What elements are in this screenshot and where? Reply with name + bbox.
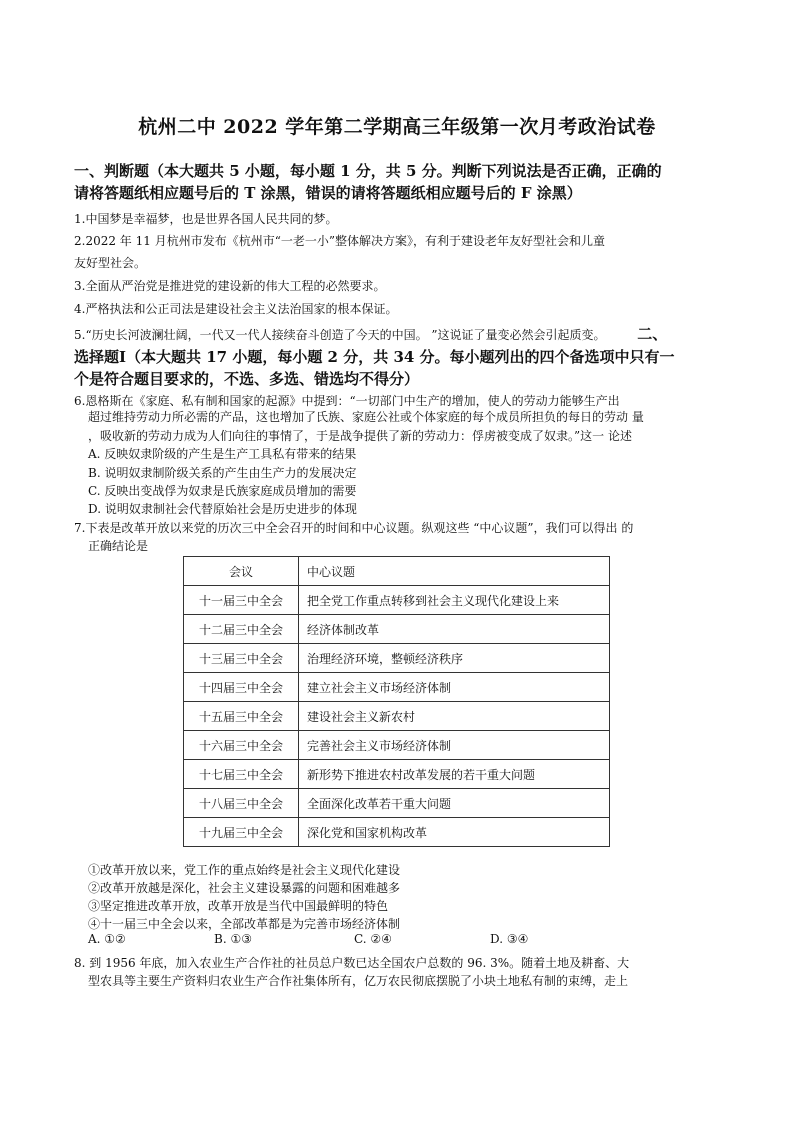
table-cell-topic: 建立社会主义市场经济体制 — [299, 673, 610, 702]
table-cell-meeting: 十五届三中全会 — [184, 702, 299, 731]
table-row — [184, 702, 610, 731]
q7-option-c: C. ②④ — [354, 932, 392, 946]
table-row — [184, 615, 610, 644]
table-row — [184, 731, 610, 760]
table-cell-topic: 完善社会主义市场经济体制 — [299, 731, 610, 760]
judge-q5-and-section2 — [74, 324, 724, 345]
table-cell-meeting: 十七届三中全会 — [184, 760, 299, 789]
table-cell-topic: 全面深化改革若干重大问题 — [299, 789, 610, 818]
judge-q2-line2: 友好型社会。 — [74, 256, 147, 270]
section2-heading-line2: 选择题Ⅰ（本大题共 17 小题，每小题 2 分，共 34 分。每小题列出的四个备选项中只有一 — [74, 348, 675, 366]
q7-statement-2: ②改革开放越是深化，社会主义建设暴露的问题和困难越多 — [88, 881, 401, 895]
section2-heading-start: 二、 — [637, 325, 668, 343]
q8-line2: 型农具等主要生产资料归农业生产合作社集体所有，亿万农民彻底摆脱了小块土地私有制的束缚，走上 — [88, 974, 629, 988]
section2-heading-line3: 个是符合题目要求的，不选、多选、错选均不得分） — [74, 370, 420, 388]
q8-line1: 8. 到 1956 年底，加入农业生产合作社的社员总户数已达全国农户总数的 96. 3%。随着土地及耕畜、大 — [74, 956, 630, 970]
table-cell-meeting: 十九届三中全会 — [184, 818, 299, 847]
judge-q2-line1: 2.2022 年 11 月杭州市发布《杭州市“一老一小”整体解决方案》，有利于建设老年友好型社会和儿童 — [74, 234, 605, 248]
q7-option-b: B. ①③ — [214, 932, 252, 946]
judge-q5: 5.“历史长河波澜壮阔，一代又一代人接续奋斗创造了今天的中国。 ”这说证了量变必然会引起质变。 — [74, 328, 606, 342]
table-cell-topic: 新形势下推进农村改革发展的若干重大问题 — [299, 760, 610, 789]
table-cell-topic: 深化党和国家机构改革 — [299, 818, 610, 847]
table-cell-meeting: 十四届三中全会 — [184, 673, 299, 702]
table-cell-topic: 把全党工作重点转移到社会主义现代化建设上来 — [299, 586, 610, 615]
judge-q3: 3.全面从严治党是推进党的建设新的伟大工程的必然要求。 — [74, 279, 386, 293]
q7-statement-3: ③坚定推进改革开放，改革开放是当代中国最鲜明的特色 — [88, 899, 389, 913]
table-row — [184, 586, 610, 615]
table-row — [184, 818, 610, 847]
section2-heading — [74, 346, 724, 390]
q6-line3: ，吸收新的劳动力成为人们向往的事情了，于是战争提供了新的劳动力：俘虏被变成了奴隶。”这一 论述 — [88, 429, 632, 443]
q6-line1: 6.恩格斯在《家庭、私有制和国家的起源》中提到：“一切部门中生产的增加，使人的劳动力能够生产出 — [74, 394, 620, 408]
table-row — [184, 644, 610, 673]
section1-heading-line2: 请将答题纸相应题号后的 T 涂黑，错误的请将答题纸相应题号后的 F 涂黑） — [74, 184, 582, 202]
table-cell-topic: 建设社会主义新农村 — [299, 702, 610, 731]
q6-line2: 超过维持劳动力所必需的产品，这也增加了氏族、家庭公社或个体家庭的每个成员所担负的每日的劳动 量 — [88, 410, 644, 424]
table-cell-meeting: 十三届三中全会 — [184, 644, 299, 673]
table-row — [184, 789, 610, 818]
q6-option-a: A. 反映奴隶阶级的产生是生产工具私有带来的结果 — [88, 447, 357, 461]
table-cell-meeting: 十一届三中全会 — [184, 586, 299, 615]
q7-table — [183, 556, 610, 847]
table-header-row — [184, 557, 610, 586]
table-row — [184, 760, 610, 789]
q7-line1: 7.下表是改革开放以来党的历次三中全会召开的时间和中心议题。纵观这些 “中心议题”，我们可以得出 的 — [74, 521, 634, 535]
table-header-cell: 中心议题 — [299, 557, 610, 586]
q6-option-c: C. 反映出变战俘为奴隶是氏族家庭成员增加的需要 — [88, 484, 357, 498]
q6-option-b: B. 说明奴隶制阶级关系的产生由生产力的发展决定 — [88, 466, 357, 480]
section1-heading — [74, 160, 724, 204]
q7-option-a: A. ①② — [88, 932, 126, 946]
table-header-cell: 会议 — [184, 557, 299, 586]
table-row — [184, 673, 610, 702]
table-cell-meeting: 十八届三中全会 — [184, 789, 299, 818]
judge-q1: 1.中国梦是幸福梦，也是世界各国人民共同的梦。 — [74, 212, 338, 226]
q7-line2: 正确结论是 — [88, 539, 149, 553]
q7-statement-4: ④十一届三中全会以来，全部改革都是为完善市场经济体制 — [88, 917, 401, 931]
q7-statement-1: ①改革开放以来，党工作的重点始终是社会主义现代化建设 — [88, 863, 401, 877]
table-cell-meeting: 十二届三中全会 — [184, 615, 299, 644]
section1-heading-line1: 一、判断题（本大题共 5 小题，每小题 1 分，共 5 分。判断下列说法是否正确，正确的 — [74, 162, 662, 180]
exam-title: 杭州二中 2022 学年第二学期高三年级第一次月考政治试卷 — [138, 116, 656, 138]
table-cell-topic: 治理经济环境，整顿经济秩序 — [299, 644, 610, 673]
table-cell-meeting: 十六届三中全会 — [184, 731, 299, 760]
table-cell-topic: 经济体制改革 — [299, 615, 610, 644]
judge-q4: 4.严格执法和公正司法是建设社会主义法治国家的根本保证。 — [74, 302, 398, 316]
q7-option-d: D. ③④ — [490, 932, 529, 946]
q6-option-d: D. 说明奴隶制社会代替原始社会是历史进步的体现 — [88, 502, 357, 516]
